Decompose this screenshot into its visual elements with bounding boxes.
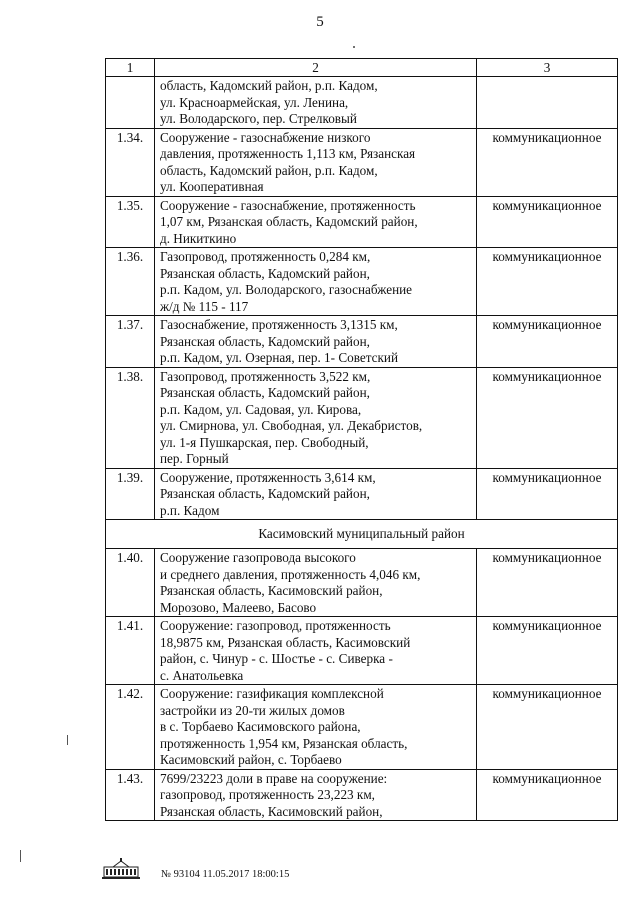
description-line: давления, протяженность 1,113 км, Рязанская (160, 146, 416, 161)
table-row (106, 367, 618, 468)
description-line: Морозово, Малеево, Басово (160, 599, 317, 615)
description-line: р.п. Кадом, ул. Озерная, пер. 1- Советский (160, 350, 399, 365)
table-row (106, 316, 618, 368)
item-description (155, 468, 477, 520)
description-line: область, Кадомский район, р.п. Кадом, (160, 162, 378, 178)
item-description (155, 549, 477, 617)
item-description (155, 685, 477, 770)
item-number: 1.41. (106, 617, 155, 685)
description-line: и среднего давления, протяженность 4,046 км, (160, 566, 421, 582)
item-purpose: коммуникационное (477, 248, 618, 316)
item-number: 1.35. (106, 196, 155, 248)
item-purpose: коммуникационное (477, 617, 618, 685)
description-line: в с. Торбаево Касимовского района, (160, 719, 361, 734)
description-line: Рязанская область, Касимовский район, (160, 583, 383, 598)
item-number: 1.36. (106, 248, 155, 316)
item-description (155, 128, 477, 196)
description-line: протяженность 1,954 км, Рязанская область, (160, 735, 408, 751)
description-line: Рязанская область, Кадомский район, (160, 265, 370, 281)
description-line: Газопровод, протяженность 3,522 км, (160, 368, 371, 384)
item-purpose: коммуникационное (477, 549, 618, 617)
item-number: 1.34. (106, 128, 155, 196)
description-line: Рязанская область, Кадомский район, (160, 385, 370, 400)
item-purpose: коммуникационное (477, 316, 618, 368)
table-row (106, 77, 618, 129)
description-line: ул. Красноармейская, ул. Ленина, (160, 94, 349, 110)
item-number: 1.38. (106, 367, 155, 468)
description-line: Сооружение - газоснабжение, протяженность (160, 197, 416, 213)
table-row (106, 549, 618, 617)
item-purpose: коммуникационное (477, 468, 618, 520)
description-line: ул. 1-я Пушкарская, пер. Свободный, (160, 434, 369, 450)
description-line: 1,07 км, Рязанская область, Кадомский район, (160, 214, 418, 229)
description-line: район, с. Чинур - с. Шостье - с. Сиверка - (160, 651, 393, 666)
description-line: Газоснабжение, протяженность 3,1315 км, (160, 317, 398, 332)
item-purpose: коммуникационное (477, 769, 618, 821)
item-number: 1.43. (106, 769, 155, 821)
section-title: Касимовский муниципальный район (106, 520, 618, 549)
description-line: Сооружение газопровода высокого (160, 550, 356, 565)
table-row (106, 248, 618, 316)
table-row (106, 617, 618, 685)
description-line: газопровод, протяженность 23,223 км, (160, 787, 375, 802)
description-line: ул. Смирнова, ул. Свободная, ул. Декабристов, (160, 418, 423, 433)
registration-stamp: № 93104 11.05.2017 18:00:15 (161, 869, 290, 880)
item-description (155, 77, 477, 129)
scan-mark (67, 735, 68, 745)
scan-mark (20, 850, 21, 862)
header-col-1: 1 (106, 59, 155, 77)
item-number: 1.37. (106, 316, 155, 368)
table-row (106, 769, 618, 821)
page-number: 5 (316, 14, 324, 30)
description-line: р.п. Кадом, ул. Володарского, газоснабжение (160, 282, 413, 297)
property-table (105, 58, 618, 821)
description-line: ул. Кооперативная (160, 179, 264, 194)
description-line: Рязанская область, Кадомский район, (160, 486, 370, 501)
item-description (155, 367, 477, 468)
table-row (106, 685, 618, 770)
item-description (155, 248, 477, 316)
description-line: д. Никиткино (160, 230, 237, 246)
description-line: Касимовский район, с. Торбаево (160, 752, 342, 767)
description-line: область, Кадомский район, р.п. Кадом, (160, 78, 378, 93)
table-row (106, 196, 618, 248)
description-line: Рязанская область, Касимовский район, (160, 803, 383, 819)
item-number (106, 77, 155, 129)
item-description (155, 769, 477, 821)
item-purpose: коммуникационное (477, 196, 618, 248)
description-line: р.п. Кадом (160, 502, 220, 518)
description-line: Сооружение: газификация комплексной (160, 686, 384, 701)
table-row (106, 128, 618, 196)
description-line: застройки из 20-ти жилых домов (160, 702, 345, 718)
description-line: Сооружение: газопровод, протяженность (160, 618, 391, 633)
description-line: Газопровод, протяженность 0,284 км, (160, 249, 371, 264)
description-line: Сооружение - газоснабжение низкого (160, 129, 371, 145)
description-line: 7699/23223 доли в праве на сооружение: (160, 770, 388, 786)
item-number: 1.40. (106, 549, 155, 617)
description-line: р.п. Кадом, ул. Садовая, ул. Кирова, (160, 401, 362, 417)
description-line: Сооружение, протяженность 3,614 км, (160, 469, 376, 485)
description-line: ул. Володарского, пер. Стрелковый (160, 111, 357, 126)
item-number: 1.42. (106, 685, 155, 770)
description-line: ж/д № 115 - 117 (160, 298, 249, 314)
header-col-3: 3 (477, 59, 618, 77)
item-description (155, 316, 477, 368)
item-purpose (477, 77, 618, 129)
item-purpose: коммуникационное (477, 128, 618, 196)
item-purpose: коммуникационное (477, 367, 618, 468)
table-header-row (106, 59, 618, 77)
description-line: пер. Горный (160, 451, 229, 466)
description-line: Рязанская область, Кадомский район, (160, 333, 370, 349)
table-body (106, 77, 618, 821)
description-line: с. Анатольевка (160, 667, 244, 683)
description-line: 18,9875 км, Рязанская область, Касимовский (160, 634, 411, 650)
header-col-2: 2 (155, 59, 477, 77)
item-description (155, 196, 477, 248)
table-row (106, 468, 618, 520)
section-row (106, 520, 618, 549)
scan-dot (353, 46, 355, 48)
item-description (155, 617, 477, 685)
item-number: 1.39. (106, 468, 155, 520)
building-seal-icon (101, 858, 141, 880)
item-purpose: коммуникационное (477, 685, 618, 770)
